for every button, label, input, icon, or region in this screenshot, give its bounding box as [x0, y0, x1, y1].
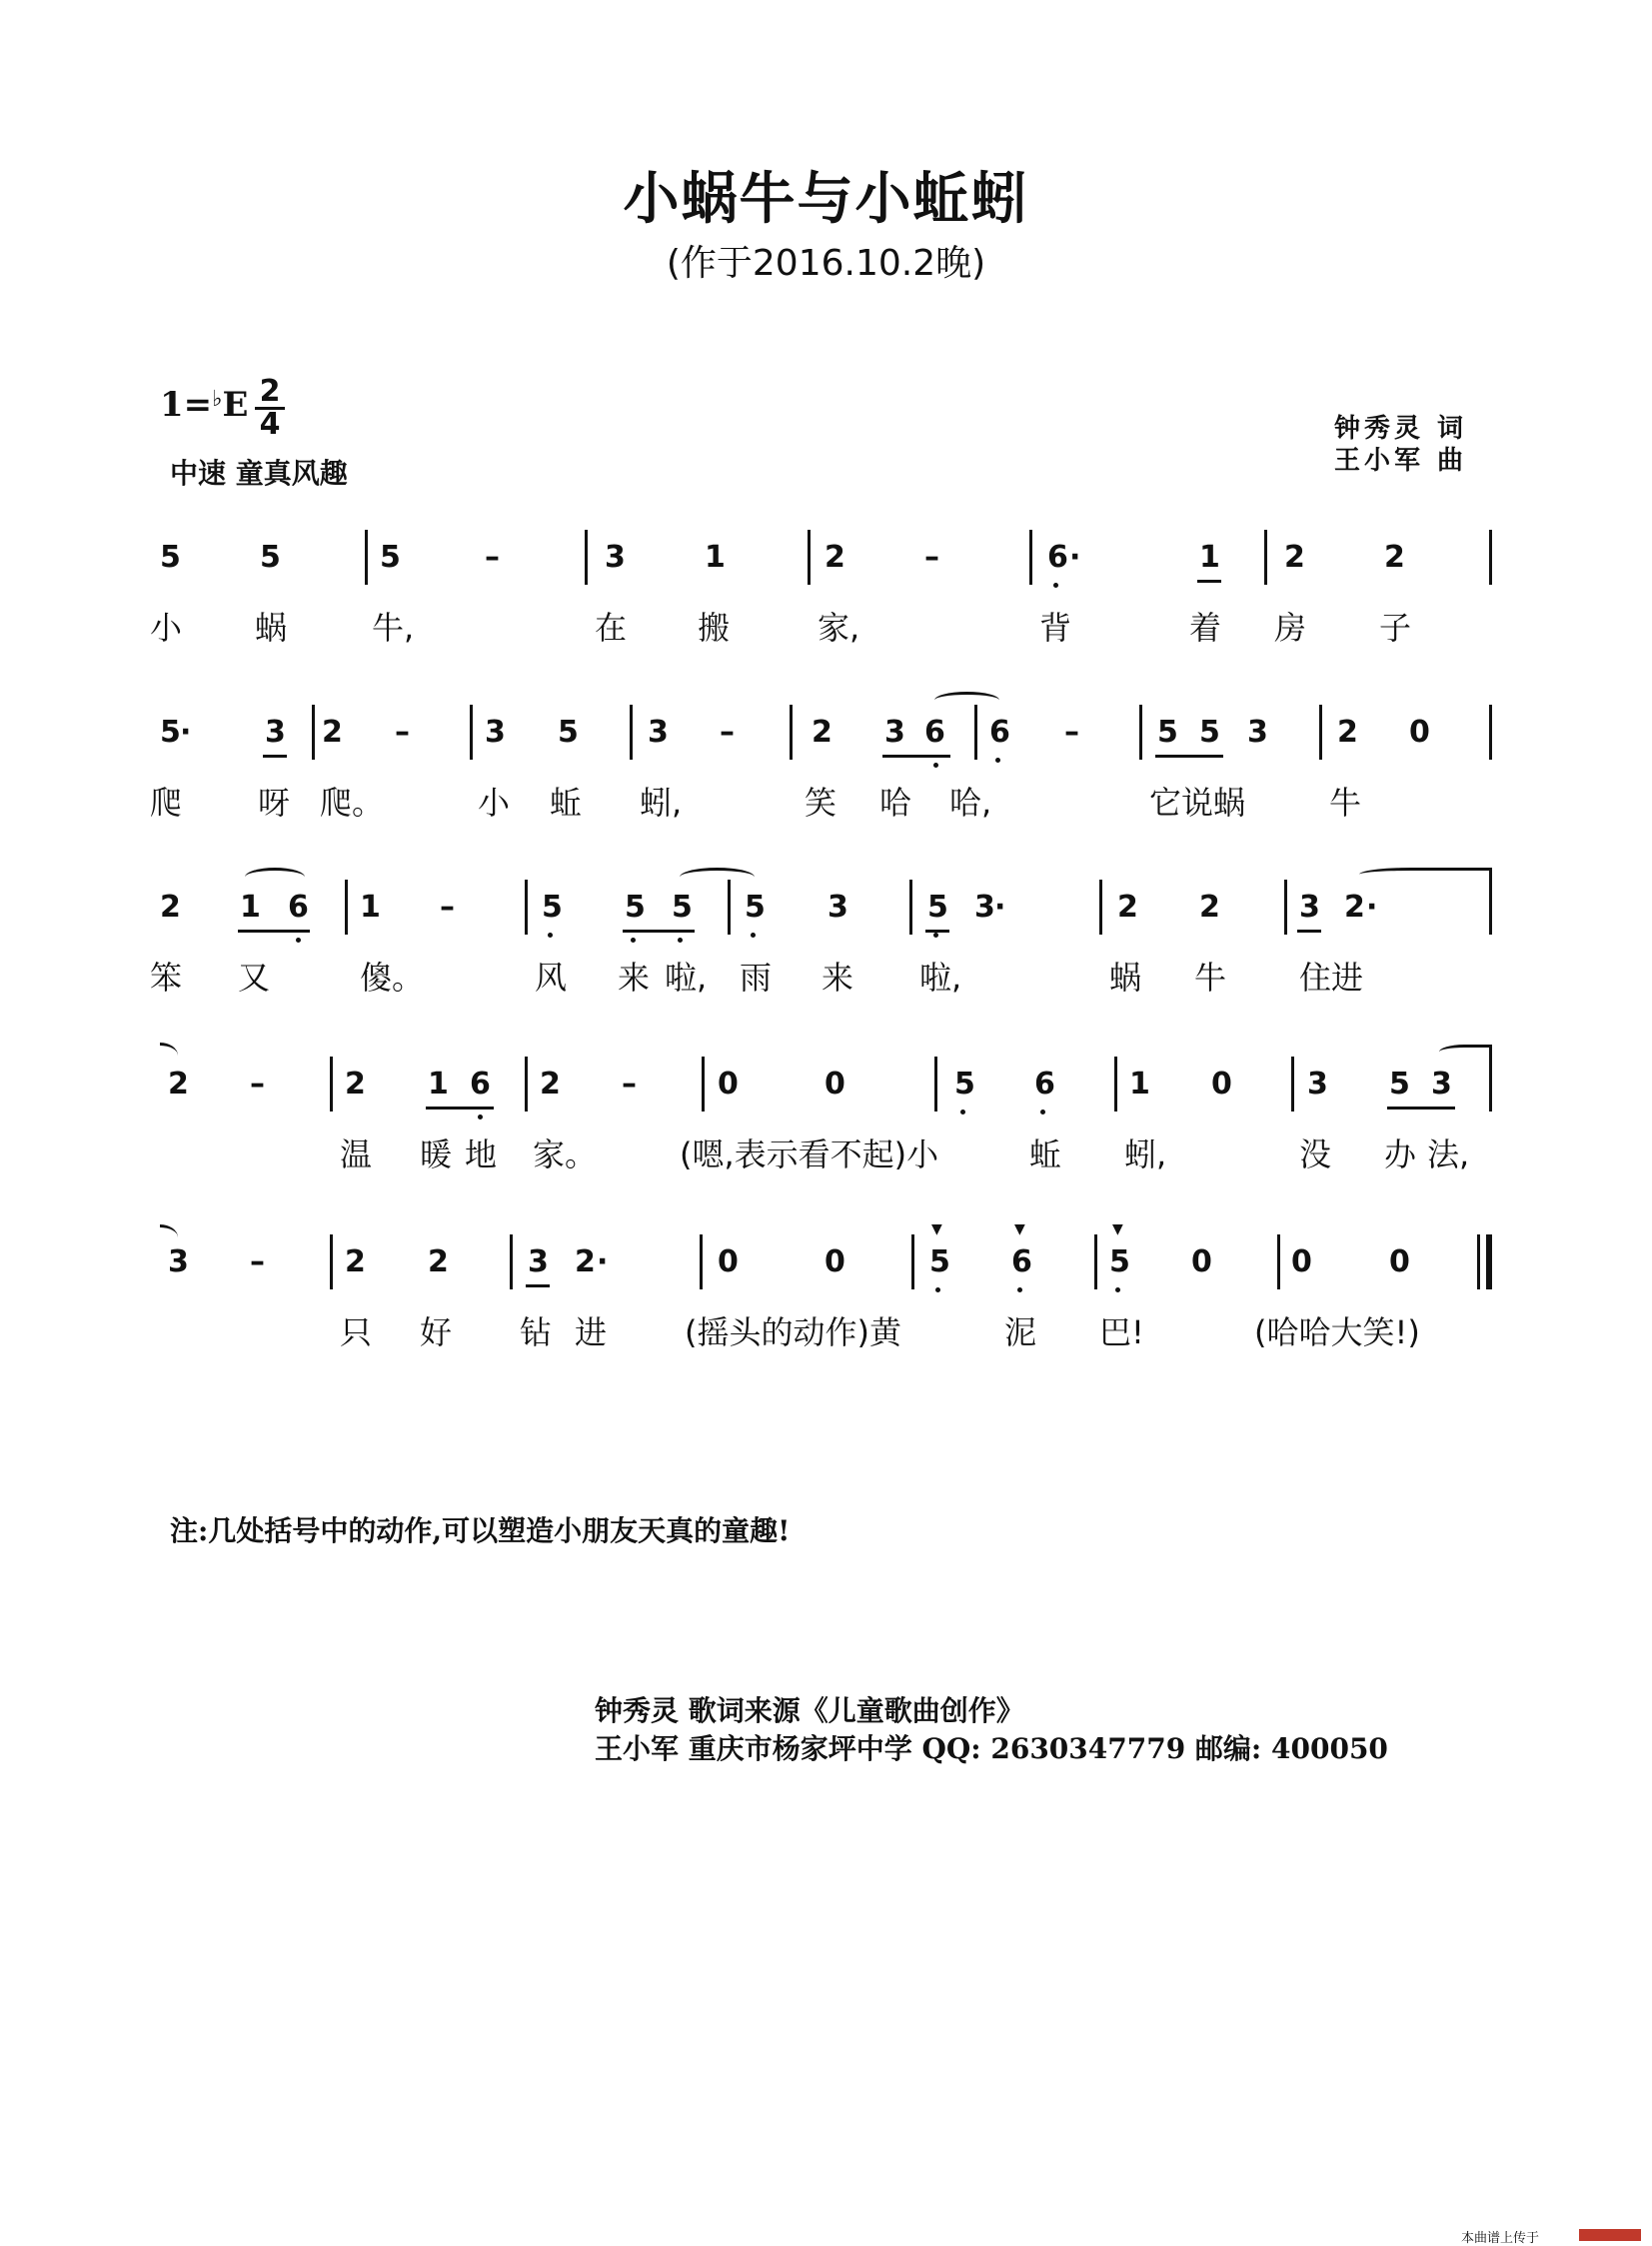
augmentation-dot: · — [1069, 540, 1081, 575]
note: – — [440, 890, 455, 925]
note: 5 — [1389, 1067, 1410, 1102]
note: 2 — [1284, 540, 1305, 575]
note: – — [1064, 715, 1079, 750]
tie-slur — [934, 692, 999, 709]
note: 3 — [1247, 715, 1268, 750]
bar-line — [510, 1234, 513, 1289]
lyric: 蚓, — [1124, 1135, 1167, 1173]
augmentation-dot: · — [1366, 890, 1378, 925]
low-octave-dot — [1017, 1287, 1022, 1292]
time-signature — [255, 374, 285, 442]
lyric: 温 — [340, 1135, 373, 1173]
note: 5 — [745, 890, 766, 925]
bar-line — [365, 530, 368, 585]
lyric: (哈哈大笑!) — [1254, 1313, 1420, 1351]
low-octave-dot — [631, 938, 636, 943]
note: 5 — [558, 715, 579, 750]
note: 6 — [288, 890, 309, 925]
bar-line — [1029, 530, 1032, 585]
lyric: 哈 — [879, 784, 912, 822]
note: 1 — [705, 540, 726, 575]
lyric: 地 — [465, 1135, 498, 1173]
note: 0 — [718, 1067, 739, 1102]
note: 3 — [168, 1244, 189, 1279]
meter-bottom: 4 — [259, 407, 281, 442]
note: 3 — [884, 715, 905, 750]
bar-line — [700, 1234, 703, 1289]
low-octave-dot — [933, 933, 938, 938]
tie-slur — [1359, 868, 1489, 885]
lyric: 只 — [340, 1313, 373, 1351]
bar-line — [1489, 705, 1492, 760]
note: 0 — [1409, 715, 1430, 750]
underline — [263, 755, 287, 758]
lyric: 进 — [575, 1313, 608, 1351]
lyric: 风 — [535, 959, 568, 997]
song-subtitle: (作于2016.10.2晚) — [666, 243, 986, 284]
underline — [882, 755, 950, 758]
lyric: 暖 — [420, 1135, 453, 1173]
tie-slur — [1439, 1045, 1489, 1060]
lyric: 搬 — [698, 609, 731, 647]
note: 5 — [160, 715, 181, 750]
tie-slur — [160, 1043, 178, 1056]
bar-line — [1284, 880, 1287, 935]
note: 2 — [160, 890, 181, 925]
lyric: 爬。 — [320, 784, 385, 822]
lyric: 住进 — [1299, 959, 1364, 997]
note: 3 — [1431, 1067, 1452, 1102]
low-octave-dot — [1040, 1110, 1045, 1115]
bar-line — [911, 1234, 914, 1289]
bar-line — [702, 1057, 705, 1112]
song-title: 小蜗牛与小蚯蚓 — [623, 167, 1029, 232]
lyric: 子 — [1379, 609, 1412, 647]
underline — [526, 1284, 550, 1287]
bar-line — [630, 705, 633, 760]
bar-line — [525, 1057, 528, 1112]
final-bar-line-thick — [1486, 1234, 1492, 1289]
bar-line — [1099, 880, 1102, 935]
low-octave-dot — [548, 933, 553, 938]
lyric: 蜗 — [1109, 959, 1142, 997]
bar-line — [330, 1057, 333, 1112]
lyric: 办 — [1384, 1135, 1417, 1173]
note: 1 — [1199, 540, 1220, 575]
watermark-text: 本曲谱上传于 — [1461, 2231, 1540, 2246]
lyric: (摇头的动作)黄 — [685, 1313, 901, 1351]
accent-marker-icon: ▼ — [1112, 1221, 1123, 1237]
note: 5 — [927, 890, 948, 925]
note: – — [485, 540, 500, 575]
note: 6 — [1047, 540, 1068, 575]
lyric: 巴! — [1099, 1313, 1144, 1351]
key-note: E — [222, 385, 249, 425]
footnote-remark: 注:几处括号中的动作,可以塑造小朋友天真的童趣! — [170, 1514, 791, 1547]
lyric: 背 — [1039, 609, 1072, 647]
lyric: 小 — [150, 609, 183, 647]
note: 0 — [718, 1244, 739, 1279]
bar-line — [1489, 530, 1492, 585]
note: 0 — [1291, 1244, 1312, 1279]
lyric: 笑 — [805, 784, 837, 822]
accent-marker-icon: ▼ — [1014, 1221, 1025, 1237]
lyric: 蚯 — [550, 784, 583, 822]
note: 2 — [1199, 890, 1220, 925]
note: 5 — [672, 890, 693, 925]
note: 5 — [954, 1067, 975, 1102]
note: 0 — [1389, 1244, 1410, 1279]
bar-line — [470, 705, 473, 760]
note: 1 — [240, 890, 261, 925]
note: 2 — [1384, 540, 1405, 575]
note: 3 — [1307, 1067, 1328, 1102]
meter-top: 2 — [259, 374, 281, 409]
lyric: 泥 — [1004, 1313, 1037, 1351]
underline — [925, 930, 949, 933]
low-octave-dot — [296, 938, 301, 943]
note: 0 — [825, 1244, 845, 1279]
note: 0 — [1211, 1067, 1232, 1102]
low-octave-dot — [1053, 583, 1058, 588]
note: 2 — [540, 1067, 561, 1102]
flat-sign: ♭ — [212, 386, 223, 412]
note: 5 — [1199, 715, 1220, 750]
note: 6 — [1034, 1067, 1055, 1102]
note: 3 — [528, 1244, 549, 1279]
note: 2 — [1344, 890, 1365, 925]
note: 5 — [929, 1244, 950, 1279]
low-octave-dot — [751, 933, 756, 938]
note: 5 — [542, 890, 563, 925]
key-signature — [160, 385, 248, 425]
lyric: 哈, — [949, 784, 992, 822]
note: 6 — [924, 715, 945, 750]
bar-line — [909, 880, 912, 935]
underline — [1197, 580, 1221, 583]
bar-line — [1291, 1057, 1294, 1112]
note: 5 — [260, 540, 281, 575]
bar-line — [345, 880, 348, 935]
note: 3 — [1299, 890, 1320, 925]
low-octave-dot — [935, 1287, 940, 1292]
lyric: 蚯 — [1029, 1135, 1062, 1173]
augmentation-dot: · — [180, 715, 192, 750]
bar-line — [1139, 705, 1142, 760]
note: 1 — [1129, 1067, 1150, 1102]
lyric: 家。 — [533, 1135, 598, 1173]
lyricist-credit: 钟秀灵 词 — [1334, 414, 1468, 444]
lyric: 笨 — [150, 959, 183, 997]
lyric: (嗯,表示看不起)小 — [680, 1135, 939, 1173]
lyric: 牛 — [1329, 784, 1362, 822]
note: 1 — [360, 890, 381, 925]
note: 3 — [485, 715, 506, 750]
note: 2 — [1337, 715, 1358, 750]
note: 3 — [827, 890, 848, 925]
lyric: 着 — [1189, 609, 1222, 647]
note: 5 — [1109, 1244, 1130, 1279]
low-octave-dot — [678, 938, 683, 943]
note: 3 — [648, 715, 669, 750]
note: 2 — [575, 1244, 596, 1279]
tempo-marking: 中速 童真风趣 — [170, 457, 348, 490]
lyric: 爬 — [150, 784, 183, 822]
note: – — [250, 1244, 265, 1279]
tie-slur — [245, 868, 305, 887]
note: – — [622, 1067, 637, 1102]
low-octave-dot — [478, 1115, 483, 1120]
note: 2 — [825, 540, 845, 575]
bar-line — [585, 530, 588, 585]
lyric: 小 — [478, 784, 511, 822]
note: 5 — [1157, 715, 1178, 750]
note: 3 — [605, 540, 626, 575]
bar-line — [1114, 1057, 1117, 1112]
note: 2 — [812, 715, 832, 750]
augmentation-dot: · — [994, 890, 1006, 925]
note: 2 — [345, 1067, 366, 1102]
lyric: 法, — [1427, 1135, 1470, 1173]
composer-credit: 王小军 曲 — [1334, 446, 1468, 476]
lyric: 在 — [595, 609, 628, 647]
key-prefix: 1= — [160, 385, 213, 425]
bar-line — [312, 705, 315, 760]
lyric: 牛, — [372, 609, 415, 647]
bar-line — [728, 880, 731, 935]
underline — [426, 1107, 494, 1110]
note: – — [720, 715, 735, 750]
note: 3 — [265, 715, 286, 750]
note: 2 — [428, 1244, 449, 1279]
final-bar-line-thin — [1477, 1234, 1480, 1289]
note: 5 — [380, 540, 401, 575]
tie-slur — [160, 1224, 178, 1237]
underline — [238, 930, 310, 933]
lyric: 呀 — [258, 784, 291, 822]
bar-line — [934, 1057, 937, 1112]
low-octave-dot — [933, 763, 938, 768]
lyric: 没 — [1299, 1135, 1332, 1173]
bar-line — [808, 530, 811, 585]
underline — [1155, 755, 1223, 758]
note: 2 — [168, 1067, 189, 1102]
augmentation-dot: · — [597, 1244, 609, 1279]
note: 0 — [1191, 1244, 1212, 1279]
lyric: 房 — [1274, 609, 1307, 647]
tie-slur — [680, 868, 755, 887]
note: 6 — [1011, 1244, 1032, 1279]
note: 0 — [825, 1067, 845, 1102]
note: 1 — [428, 1067, 449, 1102]
underline — [623, 930, 695, 933]
lyric: 啦, — [665, 959, 708, 997]
lyric: 啦, — [919, 959, 962, 997]
note: 3 — [974, 890, 995, 925]
low-octave-dot — [960, 1110, 965, 1115]
lyric: 家, — [818, 609, 860, 647]
note: – — [395, 715, 410, 750]
lyric: 它说蜗 — [1149, 784, 1246, 822]
lyric: 傻。 — [360, 959, 425, 997]
note: 5 — [160, 540, 181, 575]
low-octave-dot — [995, 758, 1000, 763]
note: 2 — [1117, 890, 1138, 925]
note: 6 — [989, 715, 1010, 750]
bar-line — [1094, 1234, 1097, 1289]
underline — [1387, 1107, 1455, 1110]
note: 5 — [625, 890, 646, 925]
lyric: 牛 — [1194, 959, 1227, 997]
bar-line — [974, 705, 977, 760]
bar-line — [1489, 1045, 1492, 1112]
footer-line-1: 钟秀灵 歌词来源《儿童歌曲创作》 — [595, 1694, 1024, 1727]
lyric: 蜗 — [255, 609, 288, 647]
accent-marker-icon: ▼ — [931, 1221, 942, 1237]
bar-line — [1319, 705, 1322, 760]
bar-line — [1277, 1234, 1280, 1289]
lyric: 钻 — [520, 1313, 553, 1351]
low-octave-dot — [1115, 1287, 1120, 1292]
note: 2 — [345, 1244, 366, 1279]
lyric: 来 — [618, 959, 651, 997]
note: – — [250, 1067, 265, 1102]
footer-line-2: 王小军 重庆市杨家坪中学 QQ: 2630347779 邮编: 400050 — [595, 1732, 1388, 1765]
bar-line — [790, 705, 793, 760]
note: 2 — [322, 715, 343, 750]
bar-line — [330, 1234, 333, 1289]
bar-line — [525, 880, 528, 935]
site-logo — [1579, 2229, 1641, 2241]
note: – — [924, 540, 939, 575]
bar-line — [1489, 868, 1492, 935]
lyric: 蚓, — [640, 784, 683, 822]
lyric: 来 — [822, 959, 854, 997]
underline — [1297, 930, 1321, 933]
bar-line — [1264, 530, 1267, 585]
lyric: 又 — [238, 959, 271, 997]
lyric: 雨 — [740, 959, 773, 997]
lyric: 好 — [420, 1313, 453, 1351]
note: 6 — [470, 1067, 491, 1102]
